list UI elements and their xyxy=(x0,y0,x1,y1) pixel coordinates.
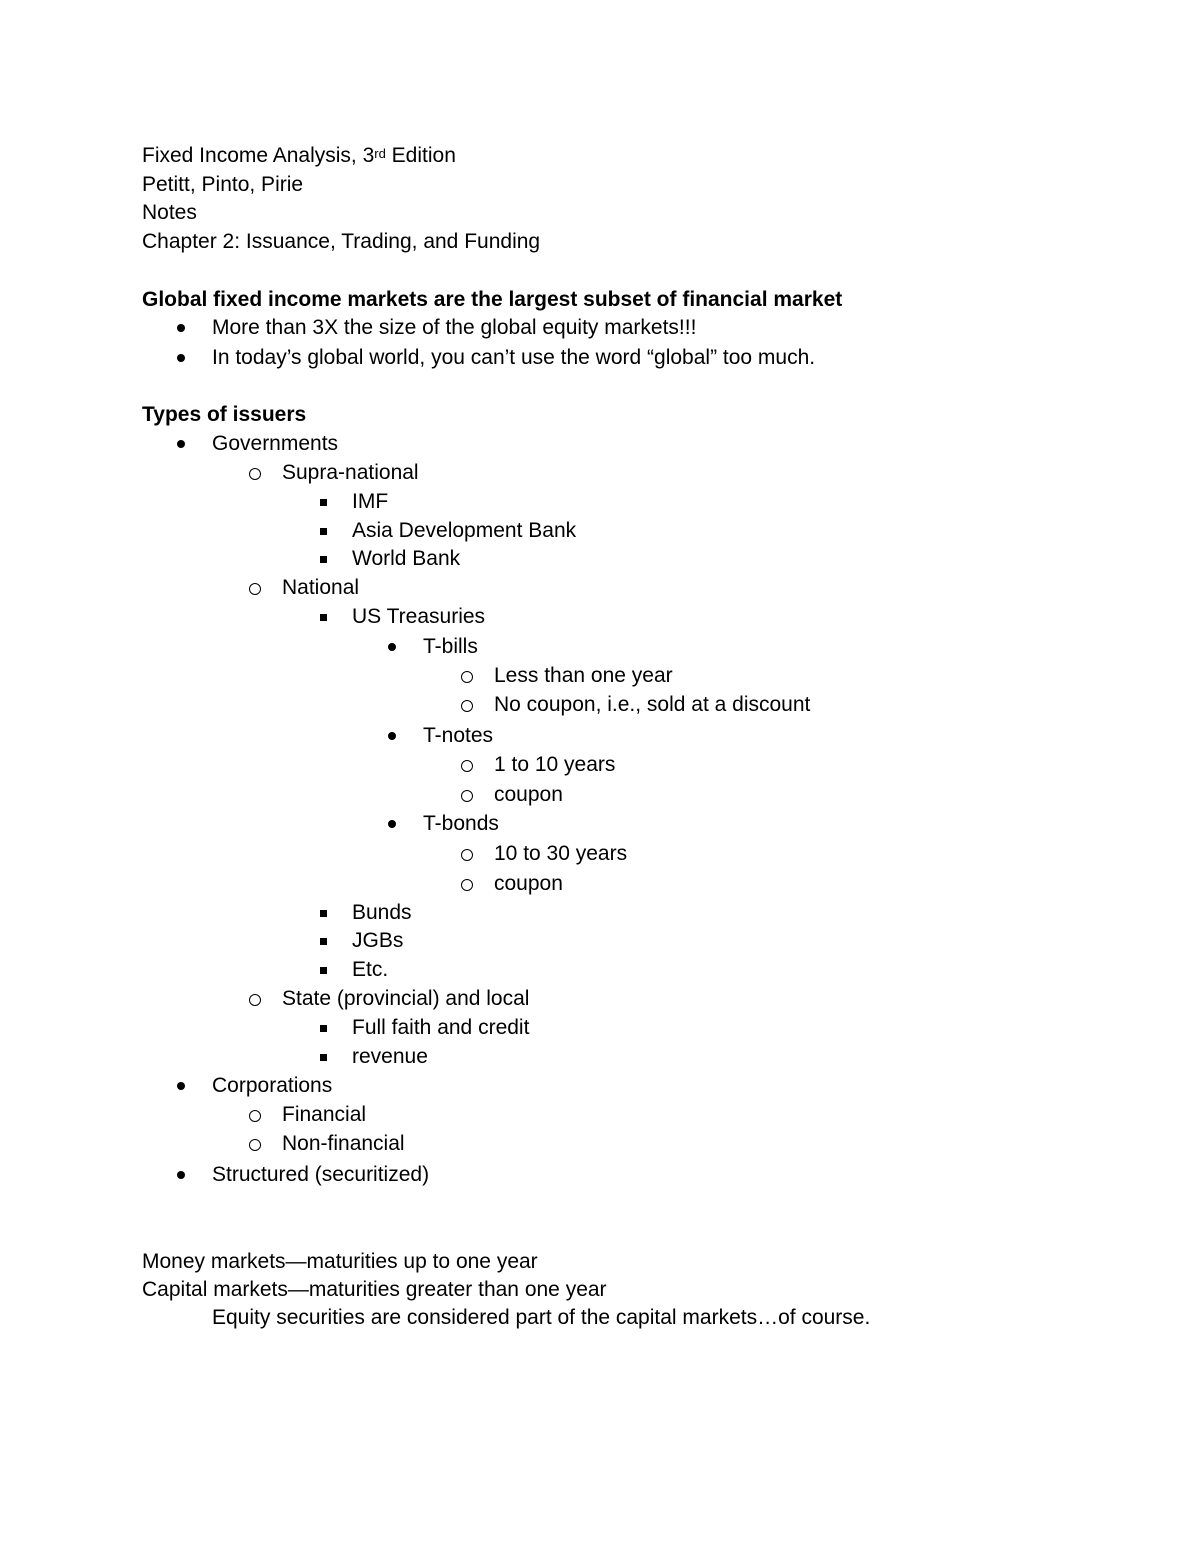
doc-title: Fixed Income Analysis, 3rd Edition xyxy=(142,144,456,167)
list-item: coupon xyxy=(494,783,563,806)
list-item: IMF xyxy=(352,490,389,513)
list-item: Financial xyxy=(282,1103,367,1126)
section-heading-types-of-issuers: Types of issuers xyxy=(142,403,307,426)
list-item: Less than one year xyxy=(494,664,673,687)
doc-authors: Petitt, Pinto, Pirie xyxy=(142,173,304,196)
list-item: No coupon, i.e., sold at a discount xyxy=(494,693,811,716)
list-item-governments: Governments xyxy=(212,432,339,455)
list-item-us-treasuries: US Treasuries xyxy=(352,605,486,628)
title-superscript: rd xyxy=(374,146,386,161)
list-item-state-local: State (provincial) and local xyxy=(282,987,530,1010)
list-item: Bunds xyxy=(352,901,412,924)
money-markets-line: Money markets—maturities up to one year xyxy=(142,1250,538,1273)
list-item: More than 3X the size of the global equity markets!!! xyxy=(212,316,697,339)
list-item: Non-financial xyxy=(282,1132,405,1155)
list-item-tbills: T-bills xyxy=(423,635,478,658)
list-item-tbonds: T-bonds xyxy=(423,812,499,835)
list-item: Etc. xyxy=(352,958,389,981)
list-item-supra-national: Supra-national xyxy=(282,461,419,484)
capital-markets-line: Capital markets—maturities greater than one year xyxy=(142,1278,607,1301)
list-item-structured: Structured (securitized) xyxy=(212,1163,430,1186)
list-item: 10 to 30 years xyxy=(494,842,628,865)
list-item: Full faith and credit xyxy=(352,1016,530,1039)
list-item: World Bank xyxy=(352,547,461,570)
list-item: JGBs xyxy=(352,929,404,952)
doc-chapter: Chapter 2: Issuance, Trading, and Funding xyxy=(142,230,541,253)
list-item: 1 to 10 years xyxy=(494,753,616,776)
equity-securities-line: Equity securities are considered part of the capital markets…of course. xyxy=(212,1306,871,1329)
list-item-tnotes: T-notes xyxy=(423,724,494,747)
list-item: Asia Development Bank xyxy=(352,519,577,542)
list-item-corporations: Corporations xyxy=(212,1074,333,1097)
section-heading-global-markets: Global fixed income markets are the largest subset of financial market xyxy=(142,288,843,311)
doc-notes-label: Notes xyxy=(142,201,197,224)
list-item: coupon xyxy=(494,872,563,895)
list-item: revenue xyxy=(352,1045,428,1068)
list-item-national: National xyxy=(282,576,360,599)
list-item: In today’s global world, you can’t use the word “global” too much. xyxy=(212,346,816,369)
